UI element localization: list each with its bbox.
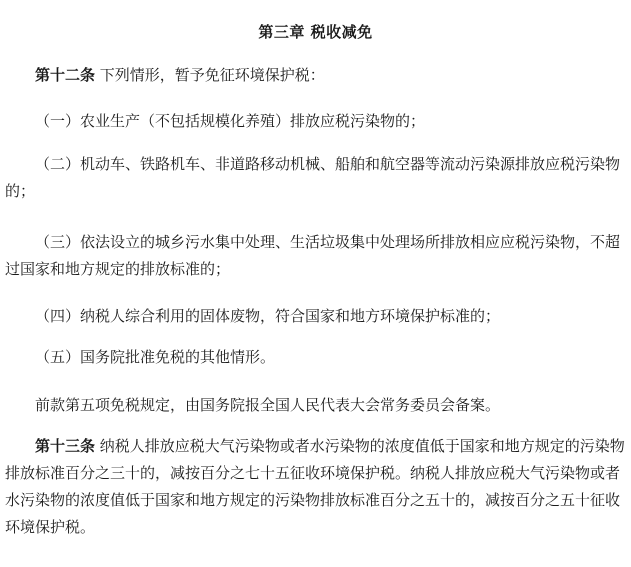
article-12-number: 第十二条 bbox=[35, 66, 96, 84]
article-12-item-5: （五）国务院批准免税的其他情形。 bbox=[35, 348, 276, 366]
chapter-title: 第三章 税收减免 bbox=[258, 23, 373, 41]
article-13 bbox=[5, 433, 625, 541]
article-12-note: 前款第五项免税规定，由国务院报全国人民代表大会常务委员会备案。 bbox=[35, 396, 501, 414]
article-12-item-2: （二）机动车、铁路机车、非道路移动机械、船舶和航空器等流动污染源排放应税污染物的； bbox=[5, 155, 621, 200]
article-13-number: 第十三条 bbox=[35, 437, 96, 455]
article-12-intro-text: 下列情形，暂予免征环境保护税： bbox=[95, 66, 325, 84]
article-12-item-3: （三）依法设立的城乡污水集中处理、生活垃圾集中处理场所排放相应应税污染物，不超过国家和地方规定的排放标准的； bbox=[5, 233, 621, 278]
article-12-item-4: （四）纳税人综合利用的固体废物，符合国家和地方环境保护标准的； bbox=[35, 307, 501, 325]
article-12-item-1: （一）农业生产（不包括规模化养殖）排放应税污染物的； bbox=[35, 112, 426, 130]
article-12-intro bbox=[5, 62, 625, 89]
article-13-text: 纳税人排放应税大气污染物或者水污染物的浓度值低于国家和地方规定的污染物排放标准百分之三十的，减按百分之七十五征收环境保护税。纳税人排放应税大气污染物或者水污染物的浓度值低于国家和地方规定的污染物排放标准百分之五十的，减按百分之五十征收环境保护税。 bbox=[5, 437, 625, 536]
